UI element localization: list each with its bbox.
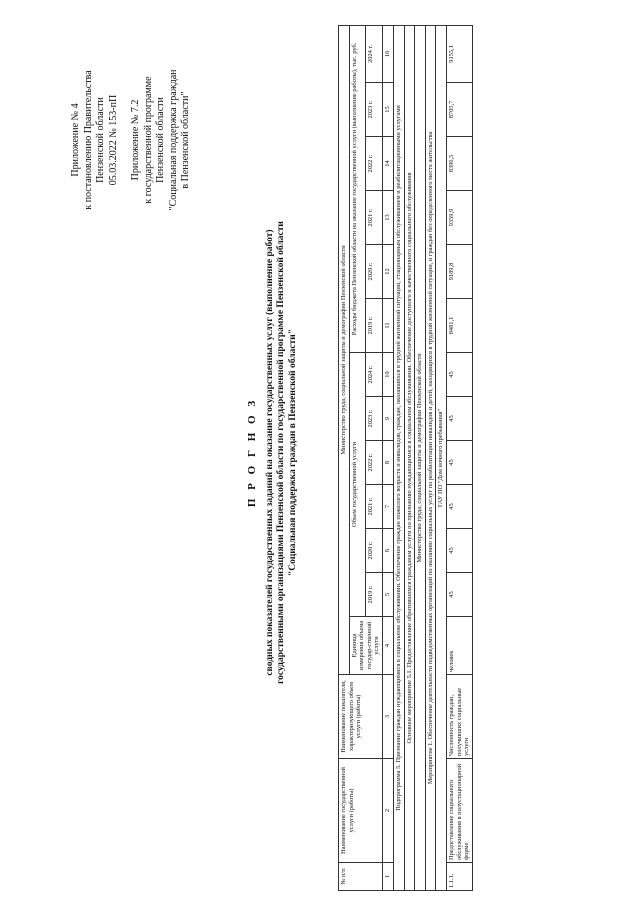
volume-value: 45 — [446, 441, 472, 485]
expense-value: 9155,1 — [446, 25, 472, 82]
column-number: 15 — [382, 83, 393, 137]
table-row — [446, 25, 472, 890]
row-number: 1.1.1. — [446, 863, 472, 891]
expense-value: 8481,1 — [446, 299, 472, 353]
column-number: 7 — [382, 485, 393, 529]
column-number: 12 — [382, 245, 393, 299]
header-service-name: Наименование государственной услуги (работы) — [339, 759, 383, 863]
organization-row: ГАУ ПО "Дом ночного пребывания" — [436, 25, 447, 890]
year-cell: 2024 г. — [366, 25, 383, 82]
service-name: Предоставление социального обслуживания в полустационарной форме — [446, 759, 472, 863]
main-event-row: Основное мероприятие 5.1. Предоставление обратившимся гражданам услуги по признанию нуждающимися в социальном обслуживании. Обеспечение доступного и качественного социального обслуживания — [404, 25, 415, 890]
unit: человек — [446, 617, 472, 675]
appendix-line: 05.03.2022 № 153-пП — [107, 94, 119, 186]
year-cell: 2024 г. — [366, 353, 383, 397]
expense-value: 9189,8 — [446, 245, 472, 299]
header-indicator: Наименование показателя, характеризующего объем услуги (работы) — [339, 675, 383, 759]
heading-line: государственными организациями Пензенской области по государственной программе Пензенской области — [276, 221, 286, 684]
year-cell: 2022 г. — [366, 137, 383, 191]
column-number: 2 — [382, 759, 393, 863]
event-row: Мероприятие 1. Обеспечение деятельности подведомственных организаций по оказанию социальных услуг по реабилитации инвалидов и детей, находящихся в трудной жизненной ситуации, и граждан без определенного места жительства — [425, 25, 436, 890]
year-cell: 2020 г. — [366, 529, 383, 573]
column-number: 11 — [382, 299, 393, 353]
column-number: 8 — [382, 441, 393, 485]
appendix-line: в Пензенской области" — [180, 91, 191, 189]
appendix-line: Пензенской области — [155, 97, 166, 183]
header-expenses: Расходы бюджета Пензенской области на оказание государственной услуги (выполнение работы), тыс. руб. — [349, 25, 366, 352]
heading-line: "Социальная поддержка граждан в Пензенской области" — [287, 328, 298, 577]
column-number: 10 — [382, 353, 393, 397]
expense-value: 8396,5 — [446, 137, 472, 191]
appendix-block — [70, 20, 193, 260]
appendix-line: к государственной программе — [142, 76, 154, 204]
header-ministry: Министерство труда, социальной защиты и демографии Пензенской области — [339, 25, 350, 674]
column-number: 9 — [382, 397, 393, 441]
column-number: 1 — [382, 863, 393, 891]
volume-value: 45 — [446, 397, 472, 441]
year-cell: 2019 г. — [366, 573, 383, 617]
year-cell: 2021 г. — [366, 485, 383, 529]
volume-value: 45 — [446, 353, 472, 397]
column-number: 16 — [382, 25, 393, 82]
column-number: 6 — [382, 529, 393, 573]
column-number: 3 — [382, 675, 393, 759]
column-number: 4 — [382, 617, 393, 675]
indicator-name: Численность граждан, получивших социальные услуги — [446, 675, 472, 759]
expense-value: 8705,7 — [446, 83, 472, 137]
appendix-line: Приложение № 4 — [70, 103, 81, 177]
volume-value: 45 — [446, 573, 472, 617]
ministry-row: Министерство труда, социальной защиты и демографии Пензенской области — [415, 25, 426, 890]
year-cell: 2020 г. — [366, 245, 383, 299]
appendix-line: Приложение № 7.2 — [130, 99, 141, 181]
header-num: № п/п — [339, 863, 383, 891]
column-number: 13 — [382, 191, 393, 245]
year-cell: 2023 г. — [366, 83, 383, 137]
appendix-line: "Социальная поддержка граждан — [167, 69, 179, 211]
column-number: 5 — [382, 573, 393, 617]
appendix-line: Пензенской области — [95, 97, 106, 183]
year-cell: 2022 г. — [366, 441, 383, 485]
heading-line: сводных показателей государственных заданий на оказание государственных услуг (выполнение работ) — [264, 229, 275, 676]
appendix-line: к постановлению Правительства — [82, 70, 94, 210]
column-number: 14 — [382, 137, 393, 191]
document-title: П Р О Г Н О З — [246, 397, 258, 508]
year-cell: 2021 г. — [366, 191, 383, 245]
document-heading — [247, 60, 299, 845]
expense-value: 9359,9 — [446, 191, 472, 245]
header-volume: Объем государственной услуги — [349, 353, 366, 617]
subprogram-row: Подпрограмма 5. Признание граждан нуждающимися в социальном обслуживании. Обеспечение граждан пожилого возраста и инвалидов, граждан, оказавшихся в трудной жизненной ситуации, стационарным обслуживанием и реабилитационными услугами — [393, 25, 404, 890]
header-unit: Единица измерения объема государ-ственной услуги — [349, 617, 382, 675]
year-cell: 2023 г. — [366, 397, 383, 441]
volume-value: 45 — [446, 485, 472, 529]
forecast-table — [338, 25, 473, 891]
year-cell: 2019 г. — [366, 299, 383, 353]
volume-value: 45 — [446, 529, 472, 573]
